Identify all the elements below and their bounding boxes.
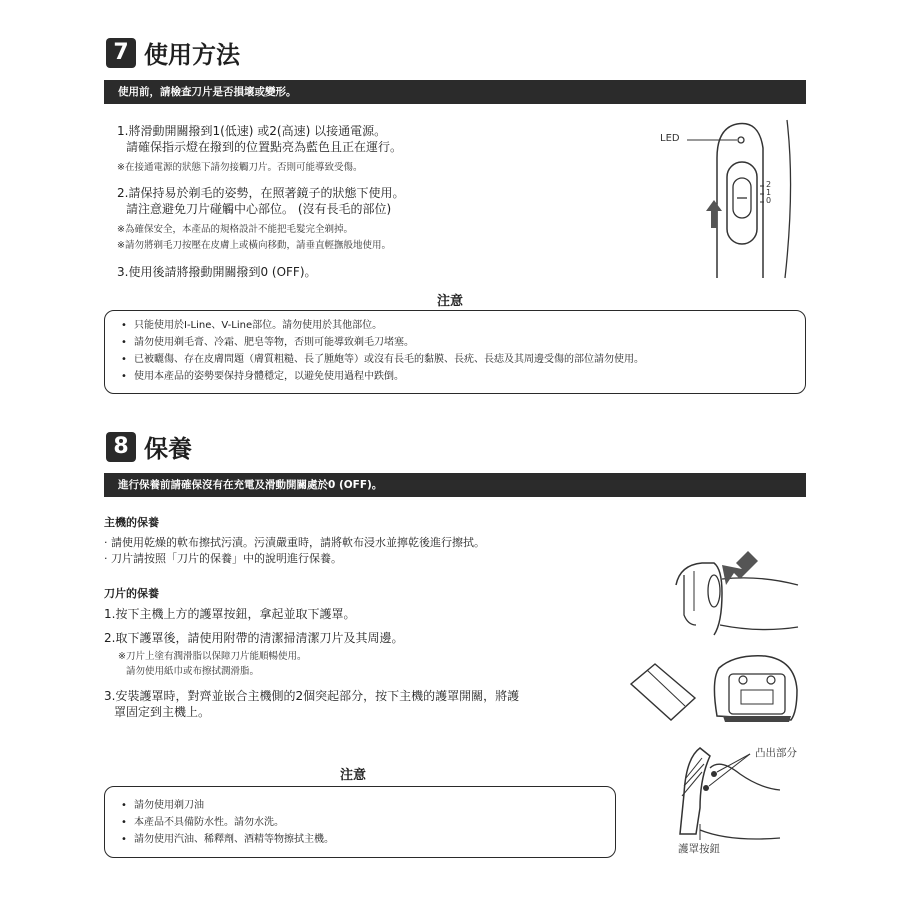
blade-note1: ※刀片上塗有潤滑脂以保障刀片能順暢使用。: [118, 651, 307, 662]
switch-diagram: [655, 118, 805, 283]
blade-care-title: 刀片的保養: [104, 587, 159, 600]
blade-step2: 2.取下護罩後，請使用附帶的清潔掃清潔刀片及其周邊。: [104, 631, 404, 645]
s7-step1-line1: 1.將滑動開關撥到1(低速) 或2(高速) 以接通電源。: [117, 124, 387, 138]
main-unit-care-title: 主機的保養: [104, 516, 159, 529]
s8-caution-item: • 本產品不具備防水性。請勿水洗。: [121, 814, 605, 831]
guard-button-label: 護罩按鈕: [678, 843, 720, 855]
brush-and-guard-diagram: [625, 650, 805, 730]
led-label: LED: [660, 133, 680, 144]
s7-step3: 3.使用後請將撥動開關撥到0 (OFF)。: [117, 265, 317, 279]
led-indicator-icon: [738, 137, 744, 143]
main-unit-care-item: · 請使用乾燥的軟布擦拭污漬。污漬嚴重時，請將軟布浸水並擰乾後進行擦拭。: [104, 536, 485, 549]
s8-caution-item: • 請勿使用汽油、稀釋劑、酒精等物擦拭主機。: [121, 831, 605, 848]
section7-heading: [106, 35, 240, 70]
section8-number-badge: 8: [106, 432, 136, 462]
section7-number-badge: 7: [106, 38, 136, 68]
switch-label-2: 2: [766, 180, 772, 189]
device-edge-line: [785, 120, 791, 278]
main-unit-care-item: · 刀片請按照「刀片的保養」中的說明進行保養。: [104, 552, 342, 565]
blade-teeth: [723, 716, 791, 722]
press-arrow-icon: [722, 551, 758, 585]
switch-label-1: 1: [766, 188, 772, 197]
section7-title: 使用方法: [144, 41, 240, 69]
s8-caution-item: • 請勿使用剃刀油: [121, 797, 605, 814]
section7-instruction-bar: 使用前，請檢查刀片是否損壞或變形。: [104, 80, 806, 104]
guard-button-shape: [708, 575, 720, 607]
protrusion-label: 凸出部分: [755, 747, 797, 759]
switch-label-0: 0: [766, 196, 772, 205]
section8-title: 保養: [144, 435, 192, 463]
s7-note1: ※在接通電源的狀態下請勿接觸刀片。否則可能導致受傷。: [117, 162, 363, 173]
s7-note2: ※為確保安全，本產品的規格設計不能把毛髮完全剃掉。: [117, 224, 353, 235]
arrow-up-icon: [706, 200, 722, 228]
blade-step3-line1: 3.安裝護罩時，對齊並嵌合主機側的2個突起部分，按下主機的護罩開關，將護: [104, 689, 520, 703]
s7-caution-item: • 使用本產品的姿勢要保持身體穩定，以避免使用過程中跌倒。: [121, 368, 795, 385]
section8-heading: [106, 429, 192, 464]
s7-step2-line2: 請注意避免刀片碰觸中心部位。 (沒有長毛的部位): [126, 202, 392, 216]
s7-caution-box: [104, 310, 806, 394]
s7-note3: ※請勿將剃毛刀按壓在皮膚上或橫向移動，請垂直輕撫般地使用。: [117, 240, 391, 251]
guard-side-outline: [680, 748, 710, 834]
s8-caution-box: [104, 786, 616, 858]
s7-caution-item: • 請勿使用剃毛膏、冷霜、肥皂等物，否則可能導致剃毛刀堵塞。: [121, 334, 795, 351]
s7-caution-title: 注意: [437, 294, 464, 309]
blade-step1: 1.按下主機上方的護罩按鈕，拿起並取下護罩。: [104, 607, 356, 621]
s7-caution-item: • 只能使用於I-Line、V-Line部位。請勿使用於其他部位。: [121, 317, 795, 334]
s7-step1-line2: 請確保指示燈在撥到的位置點亮為藍色且正在運行。: [126, 140, 403, 154]
s8-caution-title: 注意: [340, 768, 367, 783]
s7-step2-line1: 2.請保持易於剃毛的姿勢，在照著鏡子的狀態下使用。: [117, 186, 405, 200]
cleaning-brush-icon: [631, 664, 695, 720]
guard-button-diagram: [670, 545, 800, 640]
blade-step3-line2: 罩固定到主機上。: [114, 705, 211, 719]
protrusion-diagram: [660, 738, 805, 858]
blade-note2: 請勿使用紙巾或布擦拭潤滑脂。: [126, 666, 260, 677]
s7-caution-item: • 已被曬傷、存在皮膚問題（膚質粗糙、長了腫皰等）或沒有長毛的黏膜、長疣、長痣及其周邊受傷的部位請勿使用。: [121, 351, 795, 368]
section8-instruction-bar: 進行保養前請確保沒有在充電及滑動開關處於0 (OFF)。: [104, 473, 806, 497]
